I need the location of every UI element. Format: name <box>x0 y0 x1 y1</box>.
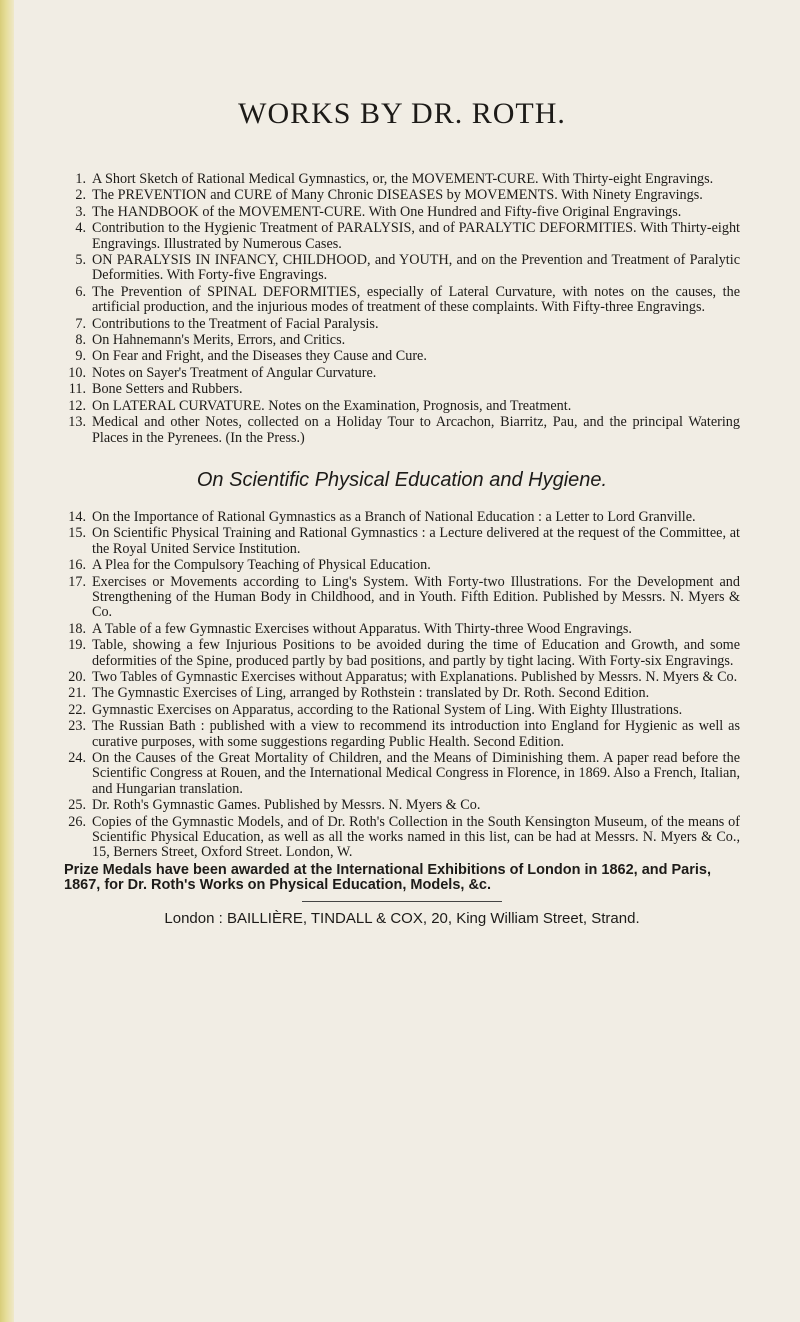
work-text: The HANDBOOK of the MOVEMENT-CURE. With One Hundred and Fifty-five Original Engravings. <box>92 203 682 220</box>
work-number: 17. <box>68 573 86 590</box>
work-number: 15. <box>68 525 86 542</box>
work-number: 18. <box>68 620 86 637</box>
work-16 <box>64 558 740 573</box>
work-7 <box>64 317 740 332</box>
work-number: 4. <box>75 220 86 237</box>
work-number: 10. <box>68 364 86 381</box>
work-number: 3. <box>75 203 86 220</box>
work-5 <box>64 253 740 284</box>
work-number: 26. <box>68 813 86 830</box>
work-2 <box>64 188 740 203</box>
work-number: 13. <box>68 414 86 431</box>
work-number: 12. <box>68 397 86 414</box>
work-20 <box>64 670 740 685</box>
work-24 <box>64 751 740 797</box>
work-number: 20. <box>68 668 86 685</box>
work-text: On Fear and Fright, and the Diseases they Cause and Cure. <box>92 348 427 365</box>
work-21 <box>64 686 740 701</box>
work-19 <box>64 638 740 669</box>
work-10 <box>64 366 740 381</box>
section-heading: On Scientific Physical Education and Hygiene. <box>196 468 608 491</box>
work-4 <box>64 221 740 252</box>
prize-note: Prize Medals have been awarded at the International Exhibitions of London in 1862, and Paris, 1867, for Dr. Roth's Works on Physical Education, Models, &c. <box>64 861 712 894</box>
work-number: 16. <box>68 557 86 574</box>
work-text: The PREVENTION and CURE of Many Chronic DISEASES by MOVEMENTS. With Ninety Engravings. <box>92 187 703 204</box>
work-22 <box>64 703 740 718</box>
work-text: The Prevention of SPINAL DEFORMITIES, especially of Lateral Curvature, with notes on the causes, the artificial production, and the injurious modes of treatment of these complaints. With Fifty-three Engravings. <box>92 283 740 316</box>
work-number: 8. <box>75 332 86 349</box>
work-8 <box>64 333 740 348</box>
work-1 <box>64 172 740 187</box>
work-number: 23. <box>68 718 86 735</box>
work-23 <box>64 719 740 750</box>
work-15 <box>64 526 740 557</box>
page-edge <box>0 0 14 1322</box>
work-18 <box>64 622 740 637</box>
work-text: ON PARALYSIS IN INFANCY, CHILDHOOD, and YOUTH, and on the Prevention and Treatment of Paralytic Deformities. With Forty-five Engravings. <box>92 252 740 284</box>
work-9 <box>64 349 740 364</box>
work-17 <box>64 575 740 621</box>
work-13 <box>64 415 740 446</box>
divider <box>302 901 502 902</box>
works-list <box>64 172 740 446</box>
work-text: Exercises or Movements according to Ling's System. With Forty-two Illustrations. For the Development and Strengthening of the Human Body in Childhood, and in Youth. Fifth Edition. Published by Messrs. N. Myers & Co. <box>92 573 740 621</box>
work-number: 19. <box>68 637 86 654</box>
work-text: Copies of the Gymnastic Models, and of Dr. Roth's Collection in the South Kensington Museum, of the means of Scientific Physical Education, as well as all the works named in this list, can be had at Messrs. N. Myers & Co., 15, Berners Street, Oxford Street. London, W. <box>92 813 740 861</box>
work-number: 21. <box>68 685 86 702</box>
work-number: 5. <box>75 252 86 269</box>
work-text: On Scientific Physical Training and Rational Gymnastics : a Lecture delivered at the request of the Committee, at the Royal United Service Institution. <box>92 525 740 557</box>
work-number: 6. <box>75 283 86 300</box>
work-25 <box>64 798 740 813</box>
work-26 <box>64 815 740 861</box>
work-text: On Hahnemann's Merits, Errors, and Critics. <box>92 332 346 349</box>
work-text: A Plea for the Compulsory Teaching of Physical Education. <box>92 557 431 574</box>
work-11 <box>64 382 740 397</box>
work-text: Table, showing a few Injurious Positions to be avoided during the time of Education and Growth, and some deformities of the Spine, produced partly by bad positions, and partly by tight lacing. With Forty-six Engravings. <box>92 637 740 669</box>
work-12 <box>64 399 740 414</box>
work-text: A Short Sketch of Rational Medical Gymnastics, or, the MOVEMENT-CURE. With Thirty-eight Engravings. <box>92 171 714 187</box>
work-text: A Table of a few Gymnastic Exercises without Apparatus. With Thirty-three Wood Engravings. <box>92 620 632 637</box>
work-text: Two Tables of Gymnastic Exercises without Apparatus; with Explanations. Published by Messrs. N. Myers & Co. <box>92 668 738 685</box>
work-text: Dr. Roth's Gymnastic Games. Published by Messrs. N. Myers & Co. <box>92 797 481 814</box>
page <box>64 0 740 928</box>
work-text: On the Importance of Rational Gymnastics as a Branch of National Education : a Letter to Lord Granville. <box>92 508 696 525</box>
work-number: 7. <box>75 315 86 332</box>
publisher-imprint: London : BAILLIÈRE, TINDALL & COX, 20, King William Street, Strand. <box>164 910 640 928</box>
work-3 <box>64 205 740 220</box>
work-text: Bone Setters and Rubbers. <box>92 381 243 398</box>
work-text: Gymnastic Exercises on Apparatus, according to the Rational System of Ling. With Eighty Illustrations. <box>92 701 683 718</box>
work-number: 25. <box>68 797 86 814</box>
work-number: 24. <box>68 750 86 766</box>
work-14 <box>64 510 740 525</box>
work-text: The Gymnastic Exercises of Ling, arranged by Rothstein : translated by Dr. Roth. Second Edition. <box>92 685 650 702</box>
work-text: The Russian Bath : published with a view to recommend its introduction into England for Hygienic as well as curative purposes, with some suggestions regarding Public Health. Second Edition. <box>92 718 740 750</box>
work-number: 2. <box>75 187 86 204</box>
page-title: WORKS BY DR. ROTH. <box>238 97 566 130</box>
education-works-list <box>64 510 740 861</box>
work-text: Contribution to the Hygienic Treatment of PARALYSIS, and of PARALYTIC DEFORMITIES. With Thirty-eight Engravings. Illustrated by Numerous Cases. <box>92 220 740 252</box>
work-text: Medical and other Notes, collected on a Holiday Tour to Arcachon, Biarritz, Pau, and the principal Watering Places in the Pyrenees. (In the Press.) <box>92 414 740 446</box>
work-text: Notes on Sayer's Treatment of Angular Curvature. <box>92 364 377 381</box>
work-number: 22. <box>68 701 86 718</box>
work-number: 9. <box>75 348 86 365</box>
work-number: 1. <box>75 171 86 187</box>
work-6 <box>64 285 740 316</box>
work-text: On the Causes of the Great Mortality of Children, and the Means of Diminishing them. A paper read before the Scientific Congress at Rouen, and the International Medical Congress in Florence, in 1869. Also a French, Italian, and Hungarian translation. <box>92 750 740 797</box>
work-text: Contributions to the Treatment of Facial Paralysis. <box>92 315 379 332</box>
work-text: On LATERAL CURVATURE. Notes on the Examination, Prognosis, and Treatment. <box>92 397 572 414</box>
work-number: 11. <box>68 381 86 398</box>
work-number: 14. <box>68 508 86 525</box>
